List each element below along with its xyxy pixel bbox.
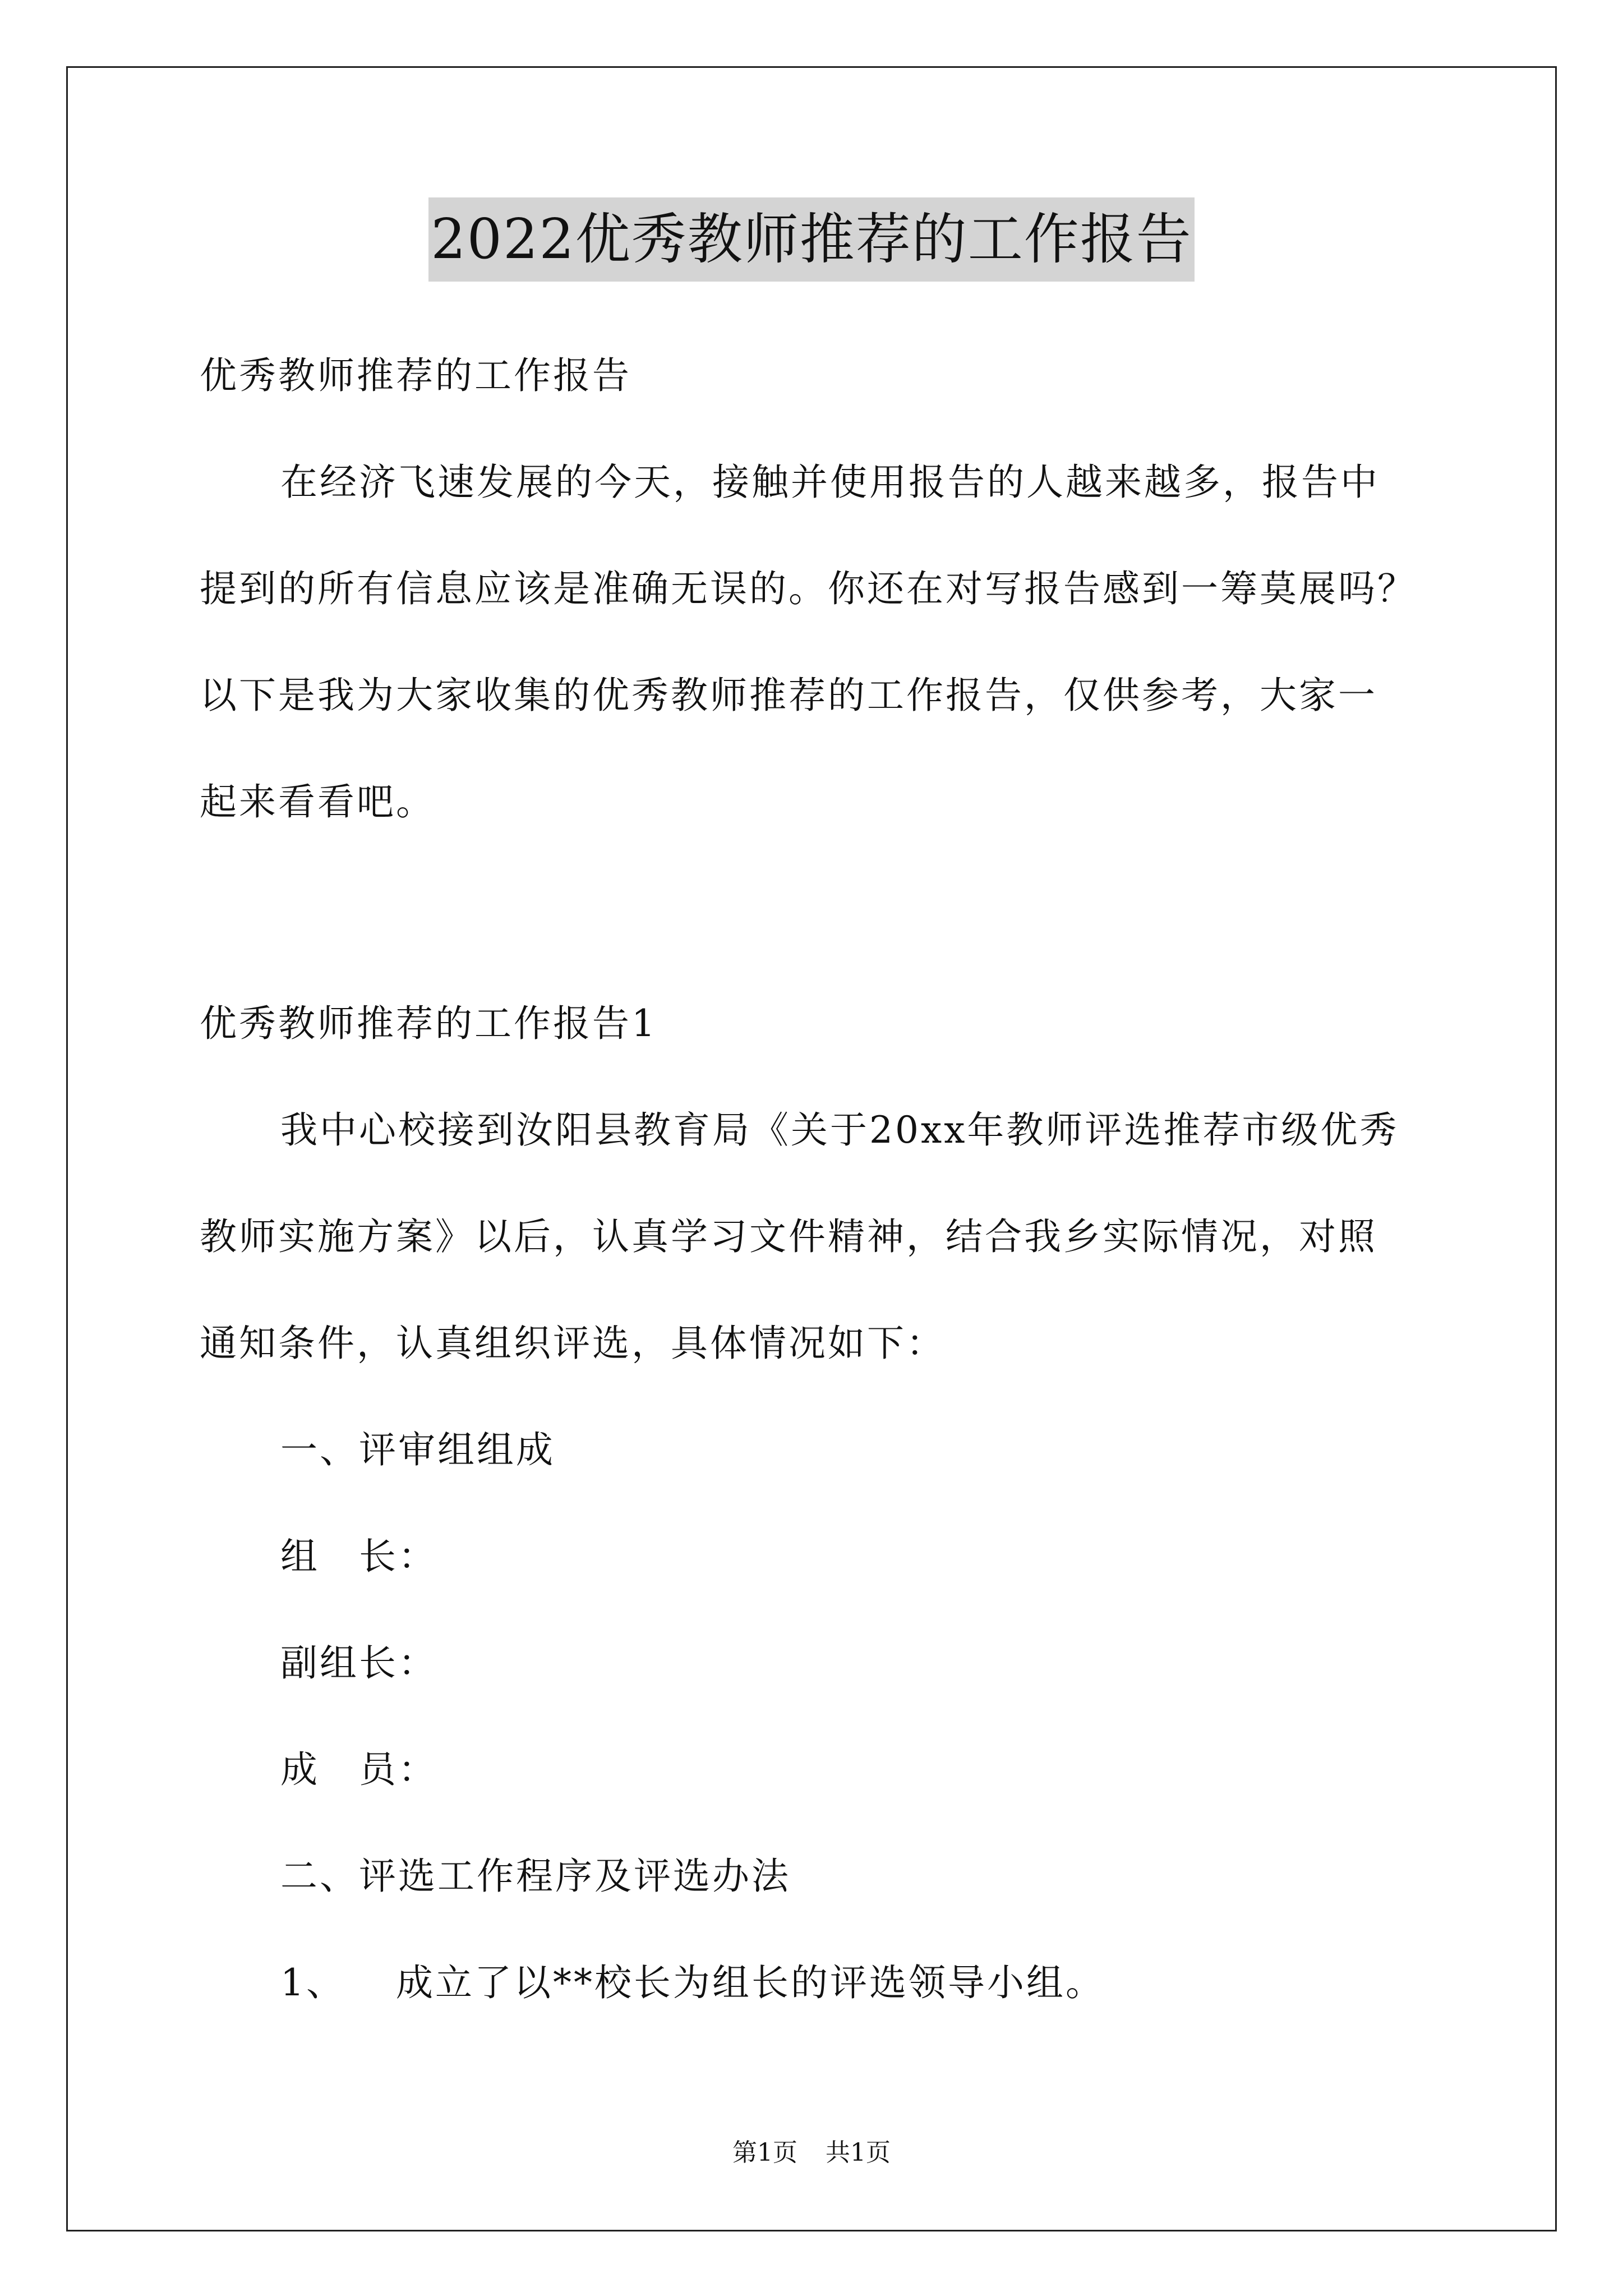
- body-line-2: 教师实施方案》以后，认真学习文件精神，结合我乡实际情况，对照: [200, 1215, 1377, 1258]
- item-heading-1: 一、评审组组成: [280, 1428, 555, 1471]
- step-1: [280, 1955, 1105, 2011]
- intro-line-3: 以下是我为大家收集的优秀教师推荐的工作报告，仅供参考，大家一: [200, 674, 1377, 717]
- footer-page-total: 共1页: [826, 2138, 891, 2167]
- document-title: 2022优秀教师推荐的工作报告: [428, 197, 1194, 282]
- item-heading-2: 二、评选工作程序及评选办法: [280, 1855, 791, 1898]
- body-line-1: 我中心校接到汝阳县教育局《关于20xx年教师评选推荐市级优秀: [280, 1108, 1399, 1152]
- title-container: [0, 197, 1623, 282]
- page-footer: [0, 2136, 1623, 2170]
- document-subtitle: 优秀教师推荐的工作报告: [200, 354, 631, 397]
- footer-page-number: 第1页: [732, 2138, 797, 2167]
- section-heading: 优秀教师推荐的工作报告1: [200, 1002, 657, 1045]
- intro-line-1: 在经济飞速发展的今天，接触并使用报告的人越来越多，报告中: [280, 461, 1380, 504]
- intro-line-2: 提到的所有信息应该是准确无误的。你还在对写报告感到一筹莫展吗？: [200, 567, 1417, 610]
- role-leader: 组 长：: [280, 1535, 437, 1578]
- role-members: 成 员：: [280, 1748, 437, 1791]
- step-1-text: 成立了以**校长为组长的评选领导小组。: [396, 1961, 1105, 2004]
- intro-line-4: 起来看看吧。: [200, 780, 435, 823]
- body-line-3: 通知条件，认真组织评选，具体情况如下：: [200, 1322, 946, 1365]
- role-deputy: 副组长：: [280, 1641, 437, 1685]
- step-1-number: 1、: [280, 1961, 345, 2004]
